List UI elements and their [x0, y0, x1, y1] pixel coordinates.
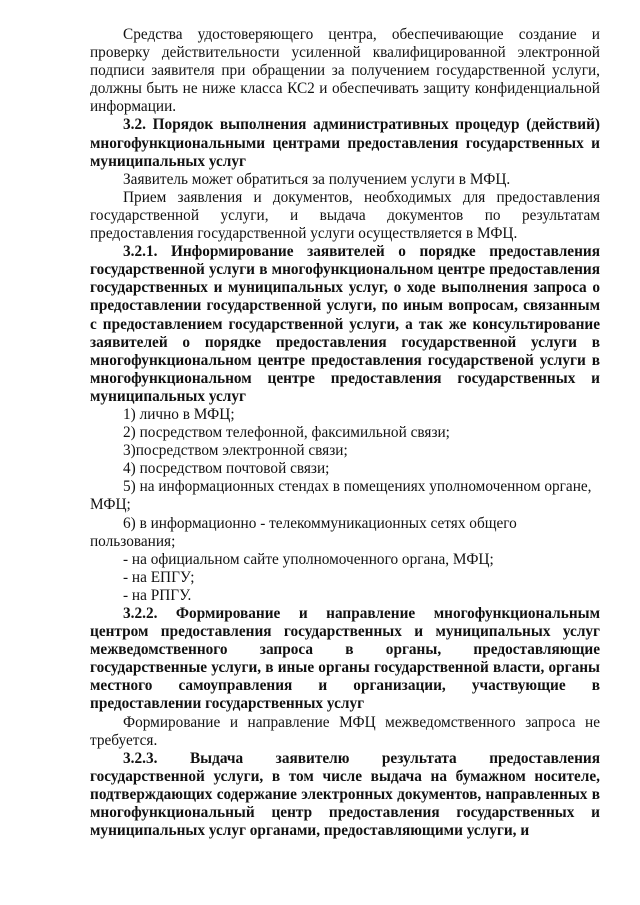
list-item: - на РПГУ. [123, 586, 192, 604]
heading-section-3-2: 3.2. Порядок выполнения административных процедур (действий) многофункциональными центрами предоставления государственных и муниципальных услуг [90, 116, 600, 170]
heading-section-3-2-1: 3.2.1. Информирование заявителей о порядке предоставления государственной услуги в многофункциональном центре предоставления государственных и муниципальных услуг, о ходе выполнения запроса о предоставлении государственной услуги, по иным вопросам, связанным с предоставлением государственной услуги, а так же консультирование заявителей о порядке предоставления государственной услуги в многофункциональном центре предоставления государственой услуги в многофункциональном центре предоставления государственных и муниципальных услуг [90, 243, 600, 405]
list-item: 5) на информационных стендах в помещениях уполномоченном органе, МФЦ; [90, 478, 592, 514]
list-item: 3)посредством электронной связи; [123, 442, 348, 460]
paragraph-certificates: Средства удостоверяющего центра, обеспечивающие создание и проверку действительности усиленной квалифицированной электронной подписи заявителя при обращении за получением государственной услуги, должны быть не ниже класса КС2 и обеспечивать защиту конфиденциальной информации. [90, 26, 600, 116]
informing-methods-list [90, 406, 600, 605]
paragraph-applicant-mfc: Заявитель может обратиться за получением услуги в МФЦ. [123, 170, 511, 188]
list-item: - на ЕПГУ; [123, 568, 195, 586]
paragraph-reception: Прием заявления и документов, необходимых для предоставления государственной услуги, и выдача документов по результатам предоставления государственной услуги осуществляется в МФЦ. [90, 188, 600, 243]
list-item: 1) лично в МФЦ; [123, 405, 235, 423]
list-item: 6) в информационно - телекоммуникационных сетях общего пользования; [90, 514, 517, 550]
list-item: 4) посредством почтовой связи; [123, 460, 330, 478]
paragraph-interagency-request: Формирование и направление МФЦ межведомственного запроса не требуется. [90, 713, 600, 749]
document-page [90, 26, 600, 840]
heading-section-3-2-3: 3.2.3. Выдача заявителю результата предоставления государственной услуги, в том числе выдача на бумажном носителе, подтверждающих содержание электронных документов, направленных в многофункциональный центр предоставления государственных и муниципальных услуг органами, предоставляющими услуги, и [90, 749, 600, 840]
list-item: - на официальном сайте уполномоченного органа, МФЦ; [123, 550, 494, 568]
heading-section-3-2-2: 3.2.2. Формирование и направление многофункциональным центром предоставления государственных и муниципальных услуг межведомственного запроса в органы, предоставляющие государственные услуги, в иные органы государственной власти, органы местного самоуправления и организации, участвующие в предоставлении государственных услуг [90, 605, 600, 713]
list-item: 2) посредством телефонной, факсимильной связи; [123, 424, 450, 442]
